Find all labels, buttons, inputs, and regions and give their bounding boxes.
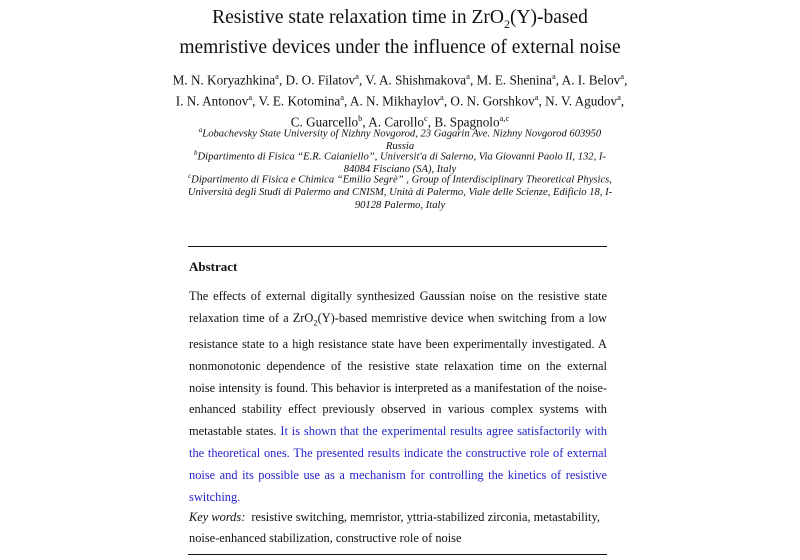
author-affiliation-mark: a: [534, 91, 539, 102]
paper-title: [150, 6, 650, 60]
affiliation-a-mark: a: [198, 126, 203, 134]
author-name: M. E. Shenina: [476, 72, 553, 88]
author-name: B. Spagnolo: [434, 114, 500, 130]
author-affiliation-mark: a,c: [499, 112, 510, 123]
author-affiliation-mark: b: [358, 112, 363, 123]
author-name: V. E. Kotomina: [258, 93, 341, 109]
abstract-bottom-rule: [188, 554, 607, 555]
author-affiliation-mark: a: [340, 91, 345, 102]
affiliation-b-mark: b: [194, 149, 198, 157]
abstract-heading: Abstract: [189, 259, 238, 274]
author-name: D. O. Filatov: [285, 72, 356, 88]
affiliation-b-text: Dipartimento di Fisica “E.R. Caianiello”, Universit'a di Salerno, Via Giovanni Paolo II, 132, I-84084 Fisciano (SA), Italy: [197, 151, 606, 176]
author-name: I. N. Antonov: [175, 93, 249, 109]
author-affiliation-mark: c: [423, 112, 428, 123]
author-affiliation-mark: a: [275, 71, 279, 81]
author-affiliation-mark: a: [466, 71, 470, 81]
author-name: A. I. Belov: [561, 72, 621, 88]
keywords: [189, 507, 607, 549]
title-subscript: 2: [503, 16, 510, 31]
author-name: A. Carollo: [368, 114, 424, 130]
author-affiliation-mark: a: [617, 91, 621, 102]
author-name: V. A. Shishmakova: [365, 72, 467, 88]
abstract-top-rule: [188, 246, 607, 247]
affiliation-a-text: Lobachevsky State University of Nizhny Novgorod, 23 Gagarin Ave. Nizhny Novgorod 603950 Russia: [202, 128, 602, 153]
author-list: M. N. Koryazhkina$^a$, D. O. Filatov$^a$, V. A. Shishmakova$^a$, M. E. Shenina$^a$, A. I. Belov$^a$, I. N. Antonov$^a$, V. E. Kotomina$^a$, A. N. Mikhaylov$^a$, O. N. Gorshkov$^a$, N. V. Agudov$^a$, C. Guarcello$^b$, A. Carollo$^c$, B. Spagnolo$^{a,c}$: [172, 71, 628, 130]
abstract-subscript: 2: [313, 317, 318, 328]
abstract-highlighted-text: It is shown that the experimental results agree satisfactorily with the theoretical ones. The presented results indicate the constructive role of external noise and its possible use as a mechanism for controlling the kinetics of resistive switching.: [189, 424, 607, 504]
affiliation-c: [185, 170, 615, 212]
abstract-text-1: The effects of external digitally synthesized Gaussian noise on the resistive state relaxation time of a ZrO: [189, 289, 607, 325]
author-name: A. N. Mikhaylov: [349, 93, 441, 109]
author-affiliation-mark: a: [440, 91, 444, 102]
title-part-1: Resistive state relaxation time in ZrO: [212, 7, 504, 28]
author-name: M. N. Koryazhkina: [172, 72, 276, 88]
title-part-2: (Y)-based: [509, 7, 588, 28]
keywords-label: Key words:: [189, 510, 246, 524]
keywords-text: resistive switching, memristor, yttria-stabilized zirconia, metastability, noise-enhanced stabilization, constructive role of noise: [189, 510, 600, 545]
affiliation-c-text: Dipartimento di Fisica e Chimica “Emilio Segrè” , Group of Interdisciplinary Theoretical Physics, Università degli Studi di Palermo and CNISM, Unità di Palermo, Viale delle Scienze, Edificio 18, I-90128 Palermo, Italy: [187, 174, 613, 211]
author-affiliation-mark: a: [552, 71, 556, 81]
affiliation-c-mark: c: [188, 172, 192, 180]
abstract-body: [189, 286, 607, 508]
author-name: N. V. Agudov: [545, 93, 618, 109]
author-affiliation-mark: a: [355, 71, 359, 81]
author-affiliation-mark: a: [620, 71, 625, 81]
author-affiliation-mark: a: [248, 91, 253, 102]
author-name: C. Guarcello: [290, 114, 359, 130]
title-line-2: memristive devices under the influence of external noise: [179, 36, 621, 58]
author-name: O. N. Gorshkov: [450, 93, 535, 109]
abstract-text-2: (Y)-based memristive device when switching from a low resistance state to a high resistance state have been experimentally investigated. A nonmonotonic dependence of the resistive state relaxation time on the external noise intensity is found. This behavior is interpreted as a manifestation of the noise-enhanced stability effect previously observed in various complex systems with metastable states.: [189, 310, 607, 439]
